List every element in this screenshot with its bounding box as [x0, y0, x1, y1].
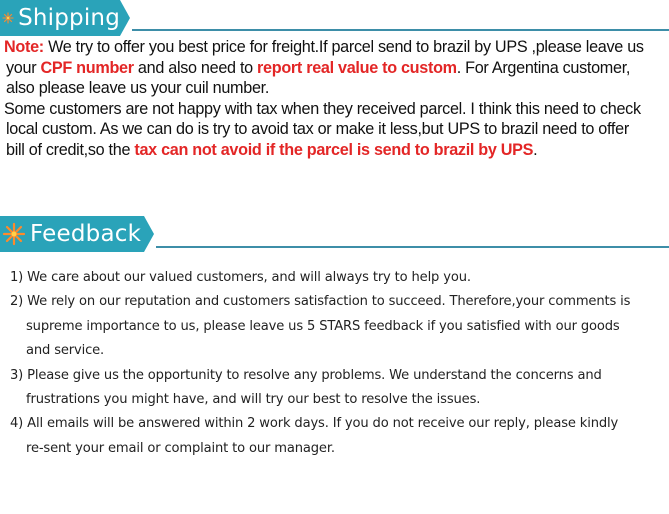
- shipping-note-line-1: [4, 37, 666, 58]
- note-text: bill of credit,so the: [6, 140, 135, 159]
- feedback-item-1: 1) We care about our valued customers, and will always try to help you.: [10, 270, 471, 285]
- shipping-title: Shipping: [18, 5, 120, 31]
- star-burst-icon: [2, 6, 14, 30]
- shipping-note-line-2: [4, 58, 666, 79]
- note-label: Note:: [4, 38, 44, 56]
- shipping-note-line-3: also please leave us your cuil number.: [6, 79, 270, 97]
- feedback-item-2-cont: supreme importance to us, please leave us 5 STARS feedback if you satisfied with our goods: [26, 318, 620, 334]
- feedback-item-4-cont: re-sent your email or complaint to our manager.: [26, 440, 335, 456]
- note-text: .: [533, 140, 538, 159]
- feedback-item-4: 4) All emails will be answered within 2 work days. If you do not receive our reply, please kindly: [10, 416, 619, 432]
- shipping-divider: [132, 29, 669, 31]
- feedback-item-2-cont: and service.: [26, 343, 105, 359]
- feedback-divider: [156, 246, 669, 248]
- note-text: . For Argentina customer,: [456, 58, 631, 77]
- feedback-banner: [0, 216, 669, 252]
- shipping-note-line-6: [4, 140, 666, 161]
- feedback-item-3: 3) Please give us the opportunity to resolve any problems. We understand the concerns and: [10, 367, 602, 383]
- note-text: We try to offer you best price for freight.If parcel send to brazil by UPS ,please leave us: [43, 38, 644, 56]
- shipping-note: [4, 37, 666, 160]
- cpf-highlight: CPF number: [40, 58, 134, 77]
- tax-highlight: tax can not avoid if the parcel is send to brazil by UPS: [134, 140, 534, 159]
- feedback-tab: [0, 216, 144, 252]
- feedback-list: [10, 266, 662, 461]
- feedback-item-3-cont: frustrations you might have, and will try our best to resolve the issues.: [26, 391, 481, 407]
- shipping-note-line-4: Some customers are not happy with tax when they received parcel. I think this need to check: [4, 99, 641, 118]
- feedback-title: Feedback: [30, 221, 142, 247]
- shipping-note-line-5: local custom. As we can do is try to avoid tax or make it less,but UPS to brazil need to offer: [6, 120, 629, 138]
- note-text: and also need to: [133, 58, 258, 77]
- star-burst-icon: [2, 222, 26, 246]
- note-text: your: [6, 58, 41, 77]
- report-value-highlight: report real value to custom: [257, 58, 457, 77]
- feedback-item-2: 2) We rely on our reputation and customers satisfaction to succeed. Therefore,your comments is: [10, 294, 631, 310]
- shipping-banner: [0, 0, 669, 36]
- shipping-tab: [0, 0, 120, 36]
